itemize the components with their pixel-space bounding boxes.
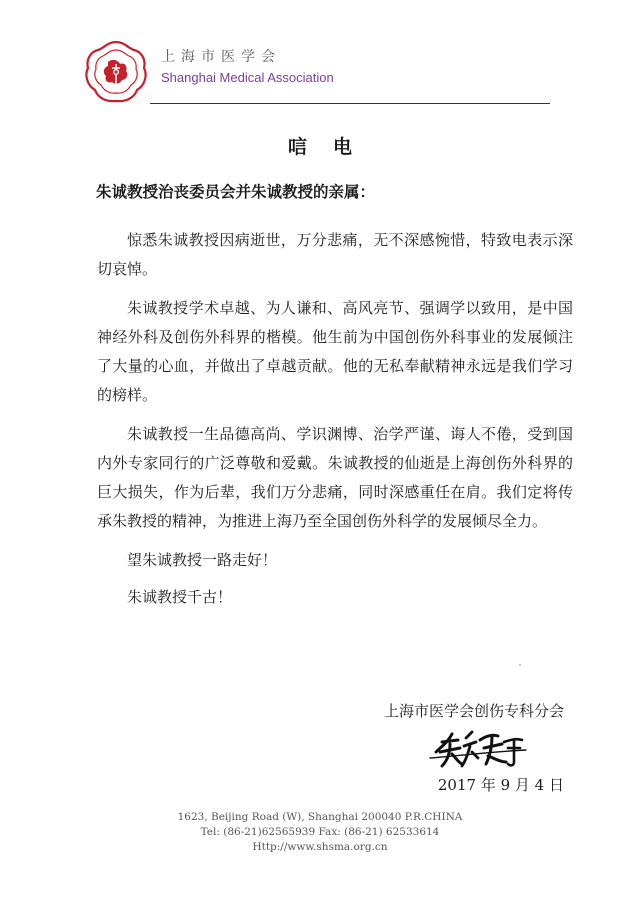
org-name-en: Shanghai Medical Association <box>161 70 334 85</box>
document-title <box>0 132 640 159</box>
paragraph: 朱诚教授千古！ <box>127 588 233 606</box>
letter-body <box>97 226 573 622</box>
handwritten-signature <box>428 722 528 772</box>
document-title-text: 唁电 <box>287 136 378 158</box>
paragraph: 朱诚教授学术卓越、为人谦和、高风亮节、强调学以致用，是中国神经外科及创伤外科界的楷模。他生前为中国创伤外科事业的发展倾注了大量的心血，并做出了卓越贡献。他的无私奉献精神永远是我们学习的榜样。 <box>97 299 573 404</box>
footer-address: 1623, Beijing Road (W), Shanghai 200040 P.R.CHINA <box>177 811 463 823</box>
letterhead-divider <box>150 103 550 104</box>
sender: 上海市医学会创伤专科分会 <box>383 702 564 720</box>
paragraph: 惊悉朱诚教授因病逝世，万分悲痛，无不深感惋惜，特致电表示深切哀悼。 <box>97 231 573 278</box>
scan-speck <box>519 664 521 666</box>
paragraph: 望朱诚教授一路走好！ <box>127 551 278 569</box>
footer-phone-fax: Tel: (86-21)62565939 Fax: (86-21) 62533614 <box>200 826 440 838</box>
date: 2017 年 9 月 4 日 <box>437 776 564 794</box>
letterhead-footer <box>0 810 640 855</box>
paragraph: 朱诚教授一生品德高尚、学识渊博、治学严谨、诲人不倦，受到国内外专家同行的广泛尊敬和爱戴。朱诚教授的仙逝是上海创伤外科界的巨大损失，作为后辈，我们万分悲痛，同时深感重任在肩。我们定将传承朱教授的精神，为推进上海乃至全国创伤外科学的发展倾尽全力。 <box>97 425 573 530</box>
org-name-cn: 上海市医学会 <box>161 49 281 65</box>
shanghai-medical-association-seal-icon <box>82 38 150 106</box>
salutation: 朱诚教授治丧委员会并朱诚教授的亲属： <box>96 183 376 201</box>
footer-website: Http://www.shsma.org.cn <box>252 841 388 853</box>
